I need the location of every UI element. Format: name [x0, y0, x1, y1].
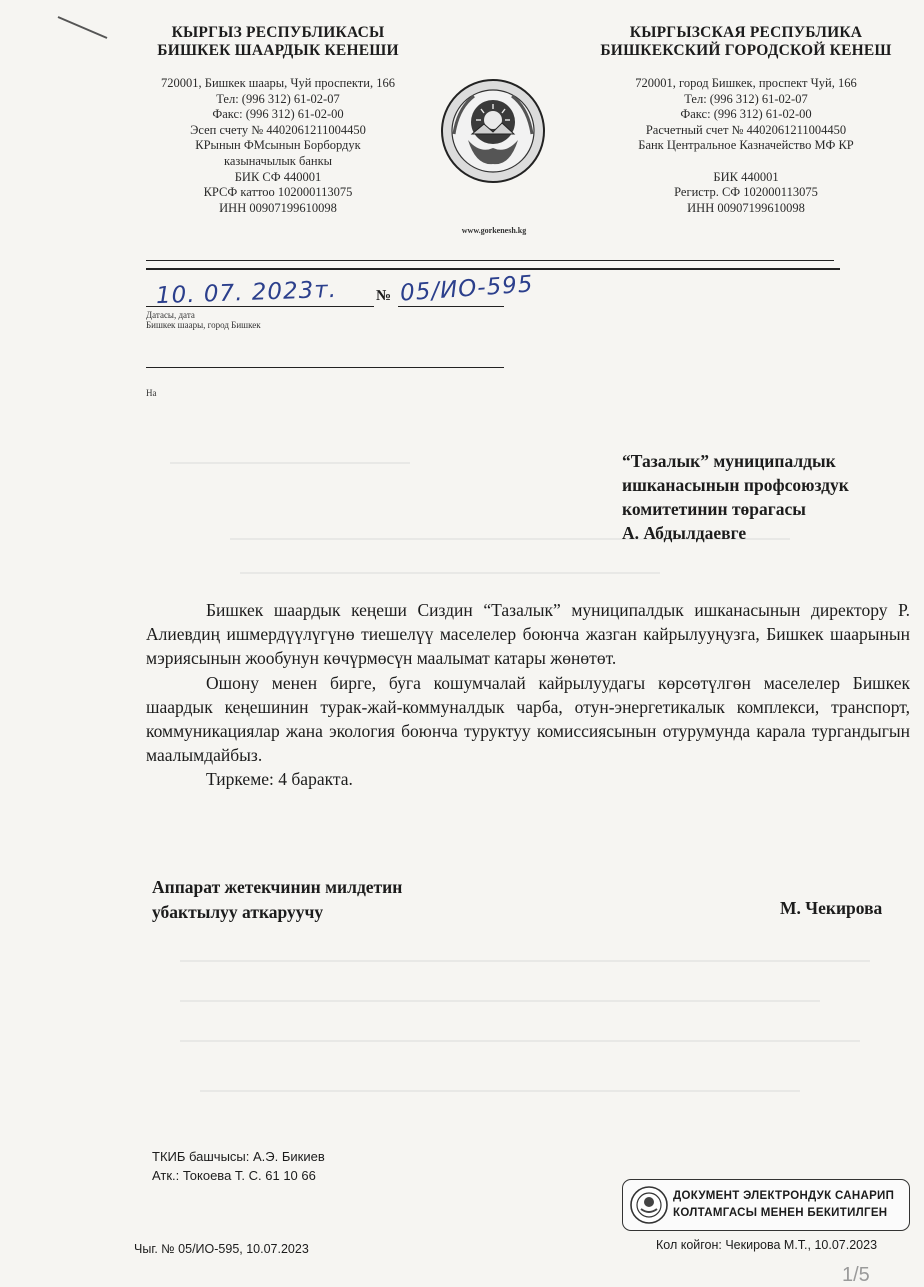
addressee-block — [622, 449, 849, 545]
website-link[interactable]: www.gorkenesh.kg — [461, 226, 527, 235]
header-divider — [146, 268, 840, 270]
scan-artifact-mark — [55, 12, 115, 42]
position-line-2: убактылуу аткаруучу — [152, 902, 324, 922]
address-line: Регистр. СФ 102000113075 — [674, 185, 818, 200]
handwritten-number: 05/ИО-595 — [399, 271, 535, 307]
place-label: Бишкек шаары, город Бишкек — [146, 320, 261, 330]
bleed-through-mark — [180, 1040, 860, 1042]
bleed-through-mark — [240, 572, 660, 574]
header-left — [128, 24, 428, 216]
bleed-through-mark — [180, 960, 870, 962]
address-line: Факс: (996 312) 61-02-00 — [680, 107, 812, 122]
signatory-position — [152, 875, 402, 925]
number-underline — [398, 306, 504, 307]
address-line: БИК 440001 — [713, 169, 779, 184]
letter-body — [146, 598, 910, 792]
state-emblem-icon — [440, 78, 546, 184]
header-right-title-line1: КЫРГЫЗСКАЯ РЕСПУБЛИКА — [629, 24, 863, 41]
address-line: ИНН 00907199610098 — [687, 200, 805, 215]
address-line: Тел: (996 312) 61-02-07 — [684, 91, 808, 106]
address-line: Тел: (996 312) 61-02-07 — [216, 91, 340, 106]
date-underline — [146, 306, 374, 307]
addressee-line: ишканасынын профсоюздук — [622, 475, 849, 495]
header-left-title-line2: БИШКЕК ШААРДЫК КЕНЕШИ — [157, 42, 399, 59]
stamp-line-1: ДОКУМЕНТ ЭЛЕКТРОНДУК САНАРИП — [673, 1190, 895, 1202]
signatory-name: М. Чекирова — [780, 898, 883, 918]
address-line: Факс: (996 312) 61-02-00 — [212, 107, 344, 122]
reference-line — [146, 367, 504, 368]
executors-block — [152, 1147, 325, 1185]
addressee-line: “Тазалык” муниципалдык — [622, 451, 836, 471]
signed-by: Кол койгон: Чекирова М.Т., 10.07.2023 — [656, 1238, 878, 1252]
position-line-1: Аппарат жетекчинин милдетин — [152, 877, 403, 897]
attachment-note: Тиркеме: 4 баракта. — [206, 769, 353, 790]
header-divider — [146, 260, 834, 261]
executor-line-2: Атк.: Токоева Т. С. 61 10 66 — [152, 1168, 316, 1183]
address-line: Эсеп счету № 4402061211004450 — [190, 122, 366, 137]
reply-to-label: На — [146, 388, 157, 398]
address-line: Расчетный счет № 4402061211004450 — [645, 122, 847, 137]
body-paragraph-2: Ошону менен бирге, буга кошумчалай кайрылуудагы көрсөтүлгөн маселелер Бишкек шаардык кеңешинин турак-жай-коммуналдык чарба, отун-энергетикалык комплекси, транспорт, коммуникациялар жана экология боюнча туруктуу комиссиясынын отурумунда карала тургандыгын маалымдайбыз. — [146, 672, 910, 766]
addressee-line: А. Абдылдаевге — [622, 523, 747, 543]
address-line: БИК СФ 440001 — [234, 169, 322, 184]
outgoing-number: Чыг. № 05/ИО-595, 10.07.2023 — [134, 1242, 309, 1256]
address-line: 720001, город Бишкек, проспект Чуй, 166 — [635, 76, 857, 90]
bleed-through-mark — [180, 1000, 820, 1002]
bleed-through-mark — [170, 462, 410, 464]
header-left-title-line1: КЫРГЫЗ РЕСПУБЛИКАСЫ — [171, 24, 385, 41]
page-number: 1/5 — [842, 1264, 870, 1286]
stamp-line-2: КОЛТАМГАСЫ МЕНЕН БЕКИТИЛГЕН — [673, 1207, 888, 1219]
stamp-emblem-icon — [629, 1185, 669, 1225]
address-line: КРСФ каттоо 102000113075 — [203, 185, 353, 200]
date-label: Датасы, дата — [146, 310, 195, 320]
body-paragraph-1: Бишкек шаардык кеңеши Сиздин “Тазалык” муниципалдык ишканасынын директору Р. Алиевдиң ишмердүүлүгүнө тиешелүү маселелер боюнча жазган кайрылууңузга, Бишкек шаарынын мэриясынын жообунун көчүрмөсүн маалымат катары жөнөтөт. — [146, 600, 910, 669]
address-line — [586, 154, 906, 170]
address-line: казыначылык банкы — [223, 153, 333, 168]
header-right-title-line2: БИШКЕКСКИЙ ГОРОДСКОЙ КЕНЕШ — [600, 42, 892, 59]
addressee-line: комитетинин төрагасы — [622, 499, 806, 519]
executor-line-1: ТКИБ башчысы: А.Э. Бикиев — [152, 1149, 325, 1164]
e-signature-stamp — [622, 1179, 910, 1231]
header-right — [586, 24, 906, 216]
address-line: КРынын ФМсынын Борбордук — [195, 138, 361, 153]
stamp-text — [673, 1188, 894, 1222]
header-right-address — [586, 76, 906, 216]
header-left-address — [128, 76, 428, 216]
address-line: ИНН 00907199610098 — [219, 200, 337, 215]
bleed-through-mark — [200, 1090, 800, 1092]
address-line: Банк Центральное Казначейство МФ КР — [638, 138, 854, 153]
address-line: 720001, Бишкек шаары, Чуй проспекти, 166 — [161, 76, 395, 90]
handwritten-date: 10. 07. 2023т. — [155, 276, 338, 310]
number-prefix: № — [376, 288, 392, 304]
